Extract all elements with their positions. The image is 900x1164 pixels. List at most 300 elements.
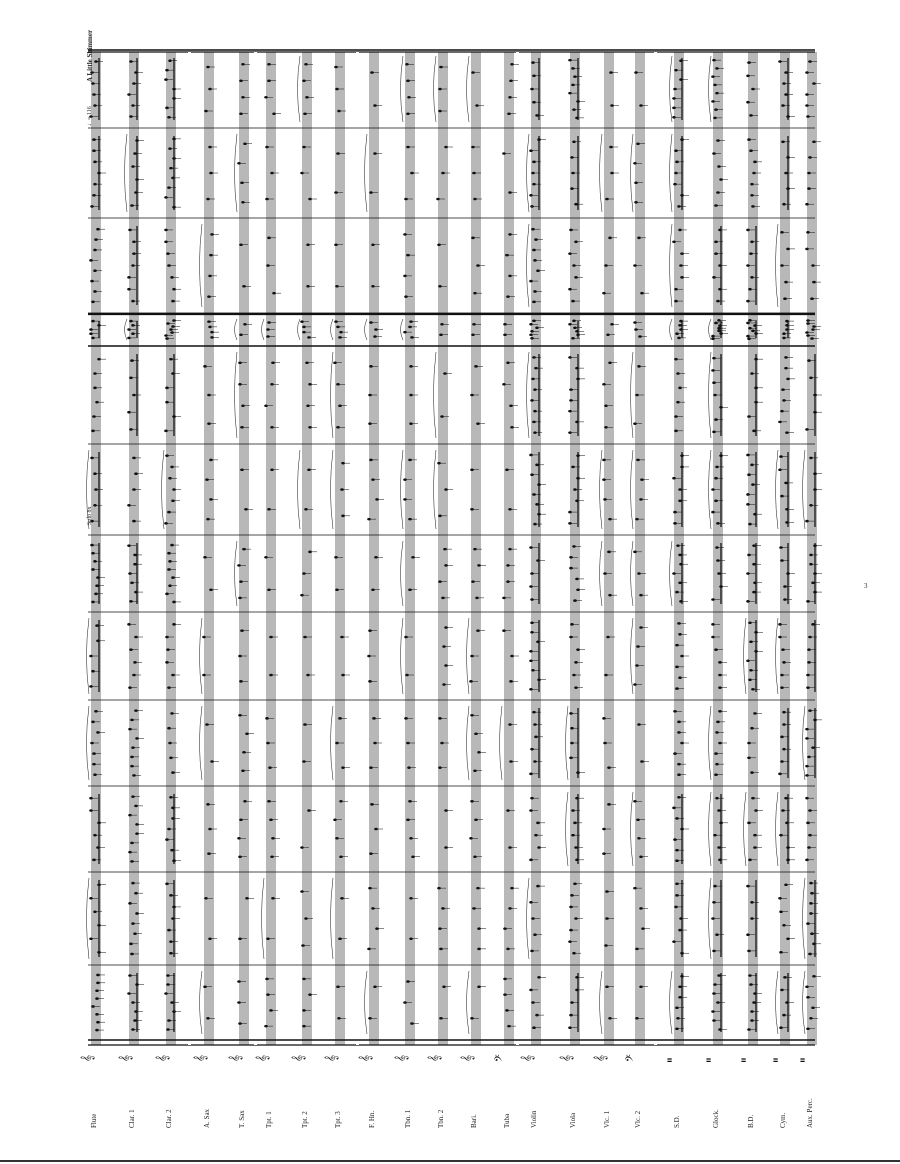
notehead [568, 410, 572, 413]
notehead [806, 1027, 810, 1030]
notehead [437, 887, 441, 890]
slur [467, 56, 470, 122]
notehead [337, 1017, 341, 1020]
notehead [608, 237, 612, 240]
notehead [639, 907, 643, 910]
notehead [92, 415, 96, 418]
notehead [678, 996, 682, 999]
notehead [265, 198, 269, 201]
notehead [752, 563, 756, 566]
notehead [779, 1026, 783, 1029]
notehead [749, 640, 753, 643]
notehead [530, 337, 534, 340]
notehead [806, 822, 810, 825]
notehead [749, 252, 753, 255]
notehead [169, 358, 173, 361]
notehead [711, 488, 715, 491]
notehead [406, 742, 410, 745]
notehead [639, 498, 643, 501]
notehead [302, 572, 306, 575]
notehead [603, 572, 607, 575]
notehead [572, 108, 576, 111]
notehead [438, 580, 442, 583]
notehead [164, 430, 168, 433]
notehead [89, 809, 93, 812]
notehead [572, 141, 576, 144]
notehead [784, 93, 788, 96]
notehead [714, 418, 718, 421]
notehead [678, 499, 682, 502]
notehead [640, 478, 644, 481]
notehead [271, 897, 275, 900]
notehead [300, 846, 304, 849]
notehead [715, 67, 719, 70]
notehead [340, 636, 344, 639]
notehead [807, 756, 811, 759]
notehead [127, 411, 131, 414]
notehead [749, 669, 753, 672]
notehead [442, 645, 446, 648]
notehead [778, 60, 782, 63]
slur [331, 352, 334, 438]
notehead [715, 731, 719, 734]
notehead [746, 229, 750, 232]
notehead [266, 264, 270, 267]
notehead [130, 719, 134, 722]
notehead [718, 686, 722, 689]
instrument-label: S.D. [673, 1115, 681, 1128]
notehead [93, 183, 97, 186]
notehead [408, 326, 412, 329]
notehead [532, 1026, 536, 1029]
notehead [677, 337, 681, 340]
slur [670, 971, 673, 1034]
notehead [607, 766, 611, 769]
notehead [570, 623, 574, 626]
notehead [239, 333, 243, 336]
notehead [607, 551, 611, 554]
notehead [369, 365, 373, 368]
notehead [783, 976, 787, 979]
notehead [677, 205, 681, 208]
slur [125, 134, 128, 212]
notehead [204, 897, 208, 900]
notehead [135, 832, 139, 835]
notehead [207, 320, 211, 323]
notehead [238, 361, 242, 364]
instrument-label: Flute [90, 1113, 98, 1128]
rehearsal-mark: Solo 8x [87, 506, 93, 525]
notehead [439, 333, 443, 336]
notehead [303, 636, 307, 639]
notehead [132, 488, 136, 491]
notehead [92, 194, 96, 197]
notehead [809, 377, 813, 380]
notehead [303, 723, 307, 726]
notehead [510, 887, 514, 890]
notehead [338, 336, 342, 339]
notehead [367, 518, 371, 521]
notehead [783, 598, 787, 601]
notehead [807, 172, 811, 175]
instrument-label: Cym. [779, 1112, 787, 1128]
notehead [269, 818, 273, 821]
notehead [753, 161, 757, 164]
notehead [130, 860, 134, 863]
notehead [341, 462, 345, 465]
slur [298, 56, 301, 122]
notehead [93, 560, 97, 563]
notehead [610, 323, 614, 326]
notehead [134, 472, 138, 475]
notehead [170, 544, 174, 547]
notehead [409, 937, 413, 940]
notehead [782, 711, 786, 714]
notehead [94, 60, 98, 63]
notehead [715, 797, 719, 800]
notehead [674, 906, 678, 909]
notehead [406, 146, 410, 149]
treble-clef-icon: 𝄞 [80, 1054, 94, 1062]
notehead [403, 498, 407, 501]
notehead [784, 172, 788, 175]
notehead [639, 985, 643, 988]
notehead [533, 410, 537, 413]
notehead [780, 760, 784, 763]
notehead [569, 712, 573, 715]
notehead [206, 198, 210, 201]
notehead [807, 846, 811, 849]
slur [235, 541, 238, 606]
notehead [711, 100, 715, 103]
slur [709, 352, 712, 438]
notehead [751, 688, 755, 691]
notehead [715, 933, 719, 936]
notehead [208, 146, 212, 149]
notehead [603, 742, 607, 745]
notehead [568, 1026, 572, 1029]
slur [200, 706, 203, 780]
notehead [91, 721, 95, 724]
notehead [786, 937, 790, 940]
notehead [807, 187, 811, 190]
slur [631, 134, 634, 212]
notehead [130, 756, 134, 759]
slur [401, 541, 404, 606]
notehead [805, 203, 809, 206]
notehead [267, 79, 271, 82]
notehead [680, 742, 684, 745]
notehead [134, 805, 138, 808]
notehead [438, 766, 442, 769]
notehead [133, 554, 137, 557]
notehead [131, 1028, 135, 1031]
notehead [134, 709, 138, 712]
notehead [167, 1019, 171, 1022]
notehead [441, 907, 445, 910]
notehead [503, 927, 507, 930]
notehead [676, 372, 680, 375]
notehead [368, 680, 372, 683]
instrument-label: Tpt. 3 [334, 1111, 342, 1128]
notehead [575, 578, 579, 581]
notehead [809, 902, 813, 905]
notehead [208, 88, 212, 91]
notehead [531, 172, 535, 175]
notehead [602, 852, 606, 855]
notehead [165, 337, 169, 340]
notehead [604, 404, 608, 407]
notehead [717, 809, 721, 812]
notehead [778, 623, 782, 626]
notehead [569, 929, 573, 932]
notehead [573, 75, 577, 78]
notehead [532, 356, 536, 359]
notehead [711, 623, 715, 626]
notehead [130, 953, 134, 956]
notehead [633, 887, 637, 890]
notehead [92, 149, 96, 152]
notehead [130, 204, 134, 207]
notehead [237, 1001, 241, 1004]
notehead [95, 401, 99, 404]
notehead [675, 1006, 679, 1009]
notehead [673, 522, 677, 525]
notehead [747, 61, 751, 64]
notehead [508, 96, 512, 99]
notehead [809, 912, 813, 915]
notehead [127, 337, 131, 340]
notehead [239, 112, 243, 115]
notehead [169, 796, 173, 799]
notehead [265, 717, 269, 720]
notehead [167, 686, 171, 689]
notehead [633, 551, 637, 554]
notehead [807, 661, 811, 664]
notehead [472, 907, 476, 910]
notehead [208, 828, 212, 831]
notehead [437, 243, 441, 246]
slur [709, 319, 712, 340]
notehead [210, 233, 214, 236]
notehead [302, 79, 306, 82]
slur [401, 319, 404, 340]
notehead [673, 838, 677, 841]
notehead [717, 330, 721, 333]
notehead [680, 252, 684, 255]
notehead [603, 498, 607, 501]
notehead [170, 466, 174, 469]
notehead [89, 897, 93, 900]
notehead [131, 324, 135, 327]
notehead [510, 655, 514, 658]
notehead [805, 728, 809, 731]
notehead [95, 989, 99, 992]
notehead [168, 59, 172, 62]
notehead [371, 478, 375, 481]
notehead [673, 511, 677, 514]
notehead [574, 661, 578, 664]
notehead [166, 1028, 170, 1031]
notehead [808, 709, 812, 712]
notehead [476, 264, 480, 267]
slur [87, 878, 90, 959]
notehead [679, 264, 683, 267]
slur [670, 56, 673, 122]
notehead [746, 600, 750, 603]
notehead [238, 383, 242, 386]
notehead [167, 552, 171, 555]
notehead [336, 152, 340, 155]
notehead [207, 295, 211, 298]
notehead [404, 295, 408, 298]
notehead [509, 79, 513, 82]
notehead [167, 727, 171, 730]
notehead [717, 572, 721, 575]
notehead [335, 285, 339, 288]
notehead [717, 327, 721, 330]
notehead [713, 84, 717, 87]
notehead [370, 71, 374, 74]
notehead [714, 204, 718, 207]
slur [331, 706, 334, 780]
notehead [127, 276, 131, 279]
notehead [746, 322, 750, 325]
notehead [271, 361, 275, 364]
treble-clef-icon: 𝄞 [193, 1054, 207, 1062]
notehead [237, 837, 241, 840]
notehead [675, 644, 679, 647]
notehead [678, 324, 682, 327]
notehead [404, 717, 408, 720]
notehead [602, 828, 606, 831]
notehead [134, 892, 138, 895]
notehead [714, 240, 718, 243]
notehead [441, 597, 445, 600]
notehead [748, 327, 752, 330]
notehead [805, 104, 809, 107]
slur [803, 971, 806, 1034]
notehead [719, 178, 723, 181]
notehead [306, 674, 310, 677]
notehead [536, 885, 540, 888]
notehead [677, 796, 681, 799]
notehead [604, 944, 608, 947]
notehead [341, 674, 345, 677]
notehead [570, 742, 574, 745]
notehead [403, 478, 407, 481]
notehead [243, 800, 247, 803]
slur [527, 352, 530, 438]
notehead [746, 75, 750, 78]
notehead [747, 1028, 751, 1031]
notehead [746, 503, 750, 506]
notehead [508, 275, 512, 278]
notehead [165, 882, 169, 885]
notehead [473, 769, 477, 772]
notehead [532, 319, 536, 322]
notehead [130, 765, 134, 768]
notehead [635, 948, 639, 951]
slur [776, 224, 779, 307]
slur [365, 134, 368, 212]
notehead [94, 238, 98, 241]
notehead [637, 365, 641, 368]
notehead [718, 661, 722, 664]
notehead [746, 454, 750, 457]
notehead [746, 300, 750, 303]
notehead [266, 335, 270, 338]
notehead [753, 712, 757, 715]
notehead [568, 356, 572, 359]
notehead [570, 727, 574, 730]
notehead [571, 337, 575, 340]
notehead [302, 331, 306, 334]
notehead [269, 636, 273, 639]
notehead [375, 498, 379, 501]
notehead [570, 1001, 574, 1004]
notehead [243, 323, 247, 326]
instrument-label: Vlc. 1 [603, 1110, 611, 1128]
treble-clef-icon: 𝄞 [460, 1054, 474, 1062]
notehead [475, 597, 479, 600]
notehead [602, 383, 606, 386]
notehead [635, 1017, 639, 1020]
notehead [568, 522, 572, 525]
notehead [573, 882, 577, 885]
notehead [605, 985, 609, 988]
slur [200, 618, 203, 694]
notehead [530, 205, 534, 208]
slur [235, 352, 238, 438]
notehead [266, 742, 270, 745]
notehead [92, 138, 96, 141]
notehead [92, 859, 96, 862]
notehead [808, 834, 812, 837]
notehead [529, 454, 533, 457]
notehead [675, 687, 679, 690]
notehead [374, 328, 378, 331]
notehead [573, 326, 577, 329]
notehead [304, 508, 308, 511]
instrument-label: Viola [569, 1112, 577, 1128]
notehead [675, 332, 679, 335]
notehead [569, 1014, 573, 1017]
notehead [241, 201, 245, 204]
notehead [711, 598, 715, 601]
notehead [508, 508, 512, 511]
notehead [206, 518, 210, 521]
notehead [306, 243, 310, 246]
notehead [672, 240, 676, 243]
notehead [506, 564, 510, 567]
notehead [91, 601, 95, 604]
notehead [164, 522, 168, 525]
notehead [409, 897, 413, 900]
notehead [712, 59, 716, 62]
notehead [270, 383, 274, 386]
notehead [602, 292, 606, 295]
notehead [635, 664, 639, 667]
notehead [375, 927, 379, 930]
notehead [367, 655, 371, 658]
notehead [717, 846, 721, 849]
notehead [308, 383, 312, 386]
notehead [784, 482, 788, 485]
notehead [203, 365, 207, 368]
notehead [529, 149, 533, 152]
notehead [676, 544, 680, 547]
